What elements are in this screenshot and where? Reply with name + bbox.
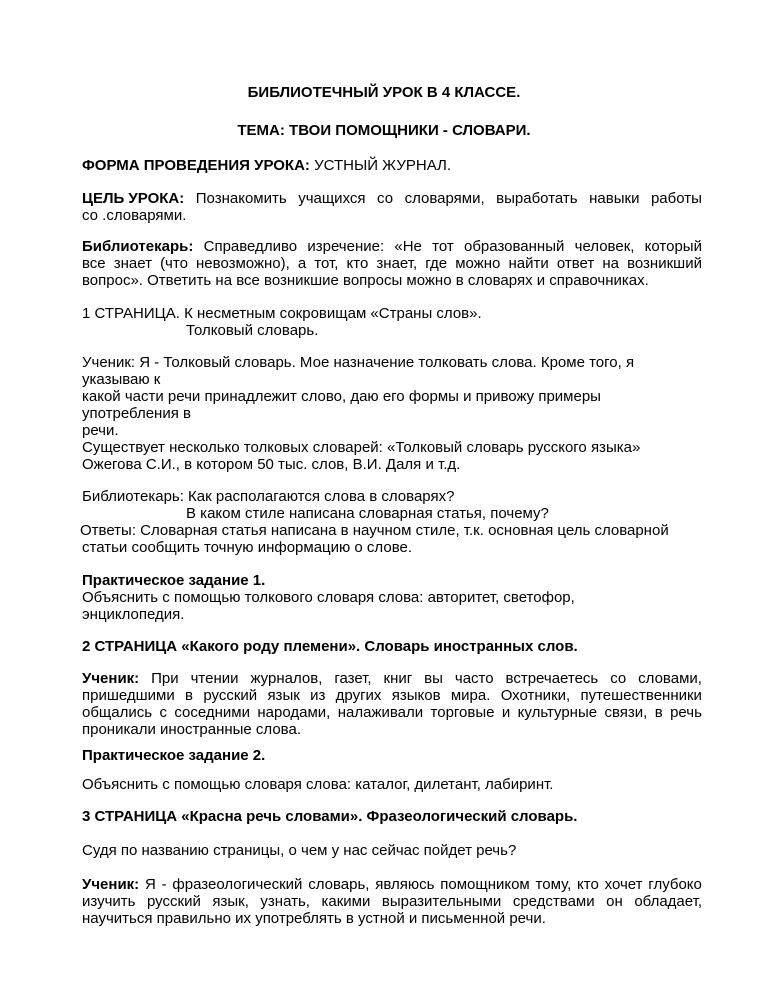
- word: культурные: [517, 704, 598, 721]
- word: знает: [113, 255, 152, 272]
- librarian-label: Библиотекарь:: [82, 238, 194, 255]
- librarian-intro-line-3: вопрос». Ответить на все возникшие вопросы можно в словарях и справочниках.: [82, 272, 649, 289]
- goal-line-2: со .словарями.: [82, 207, 187, 224]
- lesson-form-text: УСТНЫЙ ЖУРНАЛ.: [309, 157, 452, 174]
- student-3-line-1: [82, 876, 702, 893]
- word: Я: [144, 876, 156, 893]
- word: словарь,: [308, 876, 370, 893]
- word: «Не: [394, 238, 422, 255]
- word: который: [644, 238, 702, 255]
- word: чтении: [190, 670, 239, 687]
- word: и: [501, 704, 511, 721]
- word: из: [310, 687, 326, 704]
- word: Справедливо: [203, 238, 298, 255]
- word: путешественники: [580, 687, 702, 704]
- word: тот,: [314, 255, 339, 272]
- word: являюсь: [375, 876, 435, 893]
- word: пришедшими: [82, 687, 175, 704]
- word: образованный: [464, 238, 565, 255]
- goal-line-1: [82, 190, 702, 207]
- student-1-line: речи.: [82, 422, 119, 439]
- document-title: БИБЛИОТЕЧНЫЙ УРОК В 4 КЛАССЕ.: [247, 84, 521, 101]
- task-1-line-1: Объяснить с помощью толкового словаря слова: авторитет, светофор,: [82, 589, 575, 606]
- page-3-heading: 3 СТРАНИЦА «Красна речь словами». Фразеологический словарь.: [82, 808, 578, 825]
- word: на: [602, 255, 619, 272]
- word: изречение:: [307, 238, 385, 255]
- word: язык: [267, 687, 300, 704]
- task-1-label: Практическое задание 1.: [82, 572, 266, 589]
- word: торговые: [430, 704, 495, 721]
- student-1-line: Существует несколько толковых словарей: «Толковый словарь русского языка»: [82, 439, 641, 456]
- word: выработать: [496, 190, 578, 207]
- word: невозможно),: [196, 255, 290, 272]
- lesson-form-label: ФОРМА ПРОВЕДЕНИЯ УРОКА:: [82, 157, 310, 174]
- student-2-line-4: проникали иностранные слова.: [82, 721, 301, 738]
- word: русский: [147, 893, 201, 910]
- word: хочет: [604, 876, 643, 893]
- word: При: [151, 670, 179, 687]
- word: учащихся: [298, 190, 366, 207]
- student-1-line: указываю к: [82, 371, 161, 388]
- word: знает,: [376, 255, 418, 272]
- word: а: [297, 255, 307, 272]
- student-1-line: Ожегова С.И., в котором 50 тыс. слов, В.И. Даля и т.д.: [82, 456, 461, 473]
- word: со: [377, 190, 394, 207]
- word: Охотники,: [500, 687, 571, 704]
- page-1-heading: 1 СТРАНИЦА. К несметным сокровищам «Страны слов».: [82, 305, 482, 322]
- word: выразительными: [381, 893, 502, 910]
- word: кто: [577, 876, 599, 893]
- word: речь: [670, 704, 702, 721]
- word: средствами: [512, 893, 595, 910]
- word: -: [161, 876, 167, 893]
- student-2-line-1: [82, 670, 702, 687]
- word: в: [654, 704, 663, 721]
- word: словарями,: [404, 190, 485, 207]
- word: словами,: [638, 670, 702, 687]
- librarian-intro-line-1: [82, 238, 702, 255]
- task-2-label: Практическое задание 2.: [82, 747, 266, 764]
- word: книг: [383, 670, 413, 687]
- word: где: [425, 255, 448, 272]
- word: он: [606, 893, 623, 910]
- word: тот: [432, 238, 454, 255]
- word: (что: [160, 255, 188, 272]
- librarian-question-1: Библиотекарь: Как располагаются слова в словарях?: [82, 488, 455, 505]
- student-2-line-2: [82, 687, 702, 704]
- word: языков: [391, 687, 441, 704]
- word: узнать,: [260, 893, 310, 910]
- word: глубоко: [648, 876, 702, 893]
- page-2-heading: 2 СТРАНИЦА «Какого роду племени». Словарь иностранных слов.: [82, 638, 578, 655]
- student-3-line-3: научиться правильно их употреблять в устной и письменной речи.: [82, 910, 546, 927]
- student-label: Ученик:: [82, 876, 140, 893]
- word: встречаетесь: [505, 670, 599, 687]
- answers-line-2: статьи сообщить точную информацию о слове.: [82, 539, 413, 556]
- word: все: [82, 255, 106, 272]
- word: других: [335, 687, 382, 704]
- librarian-intro-line-2: [82, 255, 702, 272]
- word: возникший: [627, 255, 702, 272]
- word: навыки: [589, 190, 640, 207]
- word: помощником: [440, 876, 530, 893]
- word: общались: [82, 704, 153, 721]
- word: налаживали: [337, 704, 424, 721]
- word: кто: [346, 255, 369, 272]
- word: человек,: [574, 238, 635, 255]
- student-3-line-2: [82, 893, 702, 910]
- word: найти: [508, 255, 549, 272]
- librarian-question-2: В каком стиле написана словарная статья, почему?: [186, 505, 549, 522]
- word: фразеологический: [172, 876, 303, 893]
- task-1-line-2: энциклопедия.: [82, 606, 185, 623]
- word: ответ: [556, 255, 595, 272]
- word: тому,: [535, 876, 572, 893]
- word: можно: [455, 255, 501, 272]
- word: газет,: [334, 670, 372, 687]
- student-2-line-3: [82, 704, 702, 721]
- student-1-line: употребления в: [82, 405, 191, 422]
- lesson-form: [82, 157, 451, 174]
- word: вы: [424, 670, 443, 687]
- word: мира.: [450, 687, 491, 704]
- word: русский: [203, 687, 258, 704]
- word: Познакомить: [195, 190, 287, 207]
- word: изучить: [82, 893, 136, 910]
- word: связи,: [604, 704, 648, 721]
- word: соседними: [174, 704, 250, 721]
- word: в: [185, 687, 194, 704]
- page-1-subheading: Толковый словарь.: [186, 322, 319, 339]
- student-1-line: Ученик: Я - Толковый словарь. Мое назначение толковать слова. Кроме того, я: [82, 354, 635, 371]
- answers-line-1: Ответы: Словарная статья написана в научном стиле, т.к. основная цель словарной: [80, 522, 669, 539]
- topic-title: ТЕМА: ТВОИ ПОМОЩНИКИ - СЛОВАРИ.: [237, 122, 531, 139]
- word: часто: [454, 670, 494, 687]
- task-2-line-1: Объяснить с помощью словаря слова: каталог, дилетант, лабиринт.: [82, 776, 554, 793]
- page-3-question: Судя по названию страницы, о чем у нас сейчас пойдет речь?: [82, 842, 517, 859]
- word: с: [159, 704, 167, 721]
- goal-label: ЦЕЛЬ УРОКА:: [82, 190, 185, 207]
- word: народами,: [257, 704, 331, 721]
- student-1-line: какой части речи принадлежит слово, даю его формы и привожу примеры: [82, 388, 601, 405]
- word: язык,: [212, 893, 249, 910]
- word: обладает,: [634, 893, 702, 910]
- word: со: [610, 670, 627, 687]
- student-label: Ученик:: [82, 670, 140, 687]
- word: работы: [650, 190, 702, 207]
- word: какими: [321, 893, 371, 910]
- word: журналов,: [250, 670, 323, 687]
